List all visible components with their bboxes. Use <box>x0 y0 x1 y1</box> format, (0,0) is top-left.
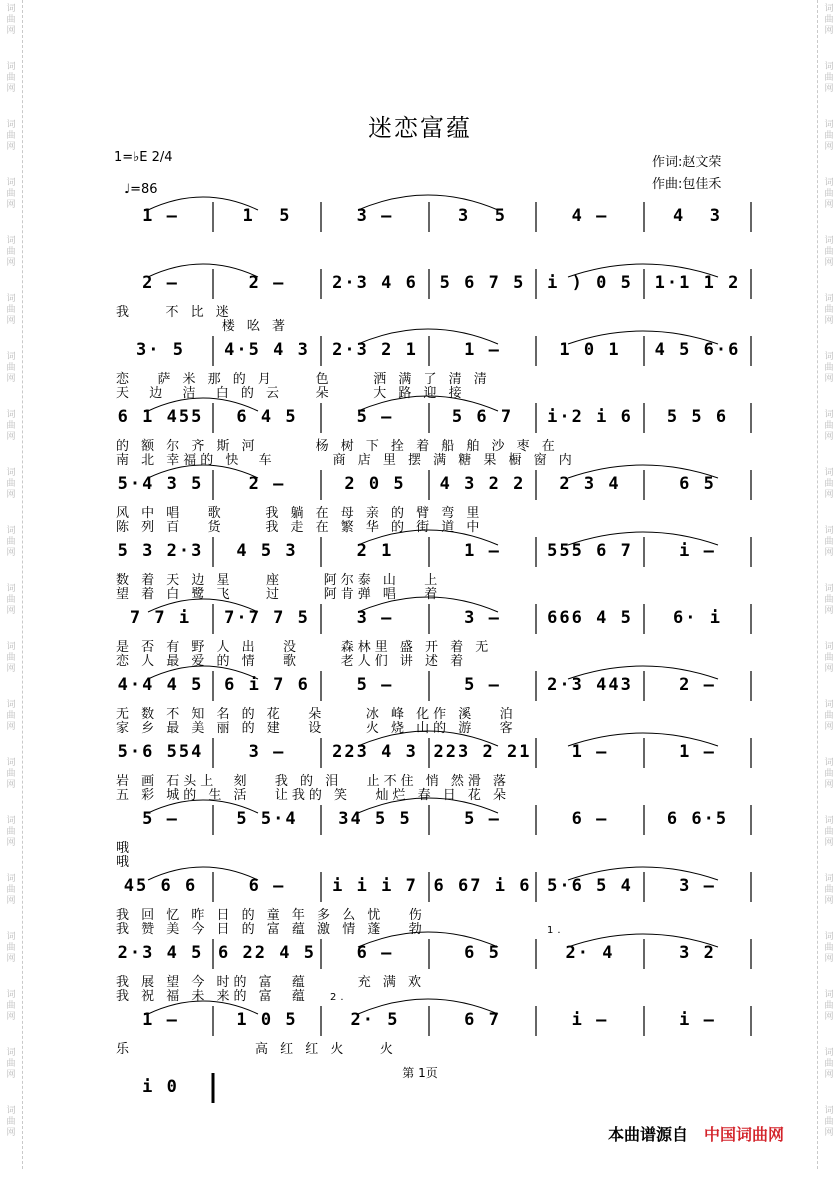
watermark-text: 词曲网 <box>6 700 16 732</box>
lyric-line: 南 北 幸福的 快 车 商 店 里 摆 满 糖 果 橱 窗 内 <box>116 453 576 468</box>
watermark-text: 词曲网 <box>6 352 16 384</box>
measure-notes: 3 – <box>356 608 394 628</box>
measure-notes: 1 0 1 <box>559 340 621 360</box>
measure-notes: 2·3 4 6 <box>332 273 418 293</box>
lyric-line: 岩 画 石头上 刻 我 的 泪 止不住 悄 然滑 落 <box>116 774 510 789</box>
measure-notes: 6 5 <box>679 474 716 494</box>
volta-label: 1. <box>547 925 565 936</box>
measure-notes: 3 2 <box>679 943 716 963</box>
lyric-line: 我 回 忆 昨 日 的 童 年 多 么 忧 伤 <box>116 908 426 923</box>
watermark-text: 词曲网 <box>824 468 834 500</box>
measure-notes: 1 – <box>464 541 501 561</box>
watermark-text: 词曲网 <box>824 352 834 384</box>
measure-notes: 6 67 i 6 <box>433 876 532 896</box>
measure-notes: 1 – <box>142 1010 179 1030</box>
watermark-text: 词曲网 <box>824 932 834 964</box>
measure-notes: 4 3 <box>673 206 722 226</box>
lyric-line: 楼 吆 著 <box>116 319 289 334</box>
measure-notes: 6 5 <box>464 943 501 963</box>
measure-notes: 2 – <box>248 474 286 494</box>
measure-notes: 6 6·5 <box>666 809 729 829</box>
watermark-text: 词曲网 <box>6 236 16 268</box>
measure-notes: i i i 7 <box>332 876 418 896</box>
measure-notes: 2 – <box>248 273 286 293</box>
measure-notes: 1 – <box>571 742 609 762</box>
watermark-text: 词曲网 <box>6 932 16 964</box>
watermark-text: 词曲网 <box>824 584 834 616</box>
measure-notes: 2· 4 <box>565 943 615 963</box>
measure-notes: 3 – <box>248 742 286 762</box>
lyric-line: 恋 人 最 爱 的 情 歌 老人们 讲 述 着 <box>116 654 468 669</box>
composer-credit: 作曲:包佳禾 <box>652 177 722 192</box>
measure-notes: 2 – <box>142 273 179 293</box>
measure-notes: 5 3 2·3 <box>117 541 204 561</box>
lyric-line: 陈 列 百 货 我 走 在 繁 华 的 街 道 中 <box>116 520 484 535</box>
watermark-text: 词曲网 <box>824 758 834 790</box>
watermark-text: 词曲网 <box>824 1106 834 1138</box>
watermark-text: 词曲网 <box>824 294 834 326</box>
measure-notes: 5 – <box>464 809 501 829</box>
watermark-text: 词曲网 <box>824 410 834 442</box>
tempo-marking: ♩=86 <box>124 182 158 197</box>
watermark-text: 词曲网 <box>824 4 834 36</box>
measure-notes: 5·4 3 5 <box>117 474 204 494</box>
watermark-text: 词曲网 <box>6 874 16 906</box>
measure-notes: 6 7 <box>464 1010 501 1030</box>
source-label: 本曲谱源自 <box>608 1125 689 1144</box>
source-credit <box>608 1122 784 1145</box>
measure-notes: 6 4 5 <box>236 407 298 427</box>
watermark-text: 词曲网 <box>6 62 16 94</box>
measure-notes: 223 2 21 <box>433 742 532 762</box>
measure-notes: 6· i <box>673 608 722 628</box>
watermark-text: 词曲网 <box>824 990 834 1022</box>
lyric-line: 的 额 尔 齐 斯 河 杨 树 下 拴 着 船 舶 沙 枣 在 <box>116 439 559 454</box>
measure-notes: 3 5 <box>458 206 507 226</box>
watermark-text: 词曲网 <box>6 990 16 1022</box>
measure-notes: 223 4 3 <box>332 742 418 762</box>
measure-notes: 34 5 5 <box>338 809 412 829</box>
measure-notes: 4 3 2 2 <box>439 474 526 494</box>
watermark-text: 词曲网 <box>824 1048 834 1080</box>
measure-notes: 3· 5 <box>136 340 185 360</box>
score-title: 迷恋富蕴 <box>368 114 472 142</box>
measure-notes: i·2 i 6 <box>547 407 633 427</box>
measure-notes: 7 7 i <box>129 608 192 628</box>
measure-notes: 4·4 4 5 <box>117 675 204 695</box>
lyric-line: 我 展 望 今 时的 富 蕴 充 满 欢 <box>116 975 425 990</box>
measure-notes: 5 – <box>142 809 179 829</box>
lyric-line: 风 中 唱 歌 我 躺 在 母 亲 的 臂 弯 里 <box>116 506 484 521</box>
measure-notes: 2·3 4 5 <box>117 943 204 963</box>
measure-notes: 3 – <box>356 206 394 226</box>
measure-notes: 6 – <box>356 943 394 963</box>
measure-notes: 4 5 3 <box>236 541 298 561</box>
measure-notes: 5 5·4 <box>236 809 298 829</box>
watermark-text: 词曲网 <box>6 816 16 848</box>
watermark-text: 词曲网 <box>824 236 834 268</box>
watermark-text: 词曲网 <box>824 700 834 732</box>
measure-notes: 4 – <box>571 206 609 226</box>
measure-notes: 45 6 6 <box>123 876 198 896</box>
watermark-text: 词曲网 <box>6 468 16 500</box>
lyric-line: 天 边 洁 白 的 云 朵 大 路 迎 接 <box>116 386 466 401</box>
measure-notes: 5 – <box>464 675 501 695</box>
measure-notes: 3 – <box>679 876 716 896</box>
measure-notes: 6 22 4 5 <box>218 943 316 963</box>
measure-notes: 666 4 5 <box>547 608 633 628</box>
measure-notes: 2 1 <box>356 541 394 561</box>
lyric-line: 数 着 天 边 星 座 阿尔泰 山 上 <box>116 573 442 588</box>
measure-notes: 5 5 6 <box>666 407 729 427</box>
watermark-text: 词曲网 <box>6 1106 16 1138</box>
measure-notes: i – <box>679 541 716 561</box>
lyric-line: 乐 高 红 红 火 火 <box>116 1042 397 1057</box>
watermark-text: 词曲网 <box>6 642 16 674</box>
lyric-line: 家 乡 最 美 丽 的 建 设 火 烧 山的 游 客 <box>116 721 517 736</box>
measure-notes: 1 – <box>679 742 716 762</box>
measure-notes: 5·6 5 4 <box>547 876 633 896</box>
measure-notes: 6 1 455 <box>117 407 204 427</box>
lyric-line: 我 不 比 迷 <box>116 305 233 320</box>
watermark-text: 词曲网 <box>6 584 16 616</box>
watermark-text: 词曲网 <box>6 526 16 558</box>
measure-notes: 7·7 7 5 <box>224 608 310 628</box>
measure-notes: i – <box>571 1010 609 1030</box>
watermark-text: 词曲网 <box>6 4 16 36</box>
measure-notes: i ) 0 5 <box>547 273 633 293</box>
key-signature: 1=♭E 2/4 <box>114 150 173 165</box>
measure-notes: 5·6 554 <box>117 742 204 762</box>
watermark-text: 词曲网 <box>824 178 834 210</box>
measure-notes: 4 5 6·6 <box>654 340 741 360</box>
volta-label: 2. <box>330 992 348 1003</box>
lyric-line: 无 数 不 知 名 的 花 朵 冰 峰 化作 溪 泊 <box>116 707 517 722</box>
measure-notes: 2·3 2 1 <box>332 340 418 360</box>
measure-notes: 2 – <box>679 675 716 695</box>
watermark-text: 词曲网 <box>824 874 834 906</box>
measure-notes: 1 5 <box>242 206 292 226</box>
measure-notes: 2·3 443 <box>547 675 633 695</box>
lyricist-credit: 作词:赵文荣 <box>652 155 722 170</box>
source-site-link[interactable]: 中国词曲网 <box>704 1125 785 1144</box>
lyric-line: 望 着 白 鹭 飞 过 阿肯弹 唱 着 <box>116 587 442 602</box>
watermark-text: 词曲网 <box>6 294 16 326</box>
lyric-line: 是 否 有 野 人 出 没 森林里 盛 开 着 无 <box>116 640 493 655</box>
lyric-line: 我 赞 美 今 日 的 富 蕴 激 情 蓬 勃 <box>116 922 426 937</box>
watermark-text: 词曲网 <box>824 526 834 558</box>
page-number: 第 1页 <box>402 1066 438 1080</box>
measure-notes: 6 – <box>571 809 609 829</box>
lyric-line: 我 祝 福 未 来的 富 蕴 <box>116 989 309 1004</box>
measure-notes: i – <box>679 1010 716 1030</box>
lyric-line: 恋 萨 米 那 的 月 色 洒 满 了 清 清 <box>116 372 491 387</box>
measure-notes: i 0 <box>142 1077 179 1097</box>
watermark-text: 词曲网 <box>824 816 834 848</box>
measure-notes: 5 – <box>356 675 394 695</box>
lyric-line: 哦 <box>116 841 134 856</box>
measure-notes: 5 6 7 5 <box>439 273 526 293</box>
measure-notes: 2 3 4 <box>559 474 621 494</box>
watermark-text: 词曲网 <box>824 62 834 94</box>
watermark-text: 词曲网 <box>6 410 16 442</box>
measure-notes: 555 6 7 <box>547 541 633 561</box>
measure-notes: 2· 5 <box>350 1010 400 1030</box>
watermark-text: 词曲网 <box>6 1048 16 1080</box>
lyric-line: 五 彩 城的 生 活 让我的 笑 灿烂 春 日 花 朵 <box>116 788 510 803</box>
measure-notes: 5 6 7 <box>451 407 514 427</box>
measure-notes: 6 – <box>248 876 286 896</box>
watermark-text: 词曲网 <box>824 642 834 674</box>
lyric-line: 哦 <box>116 855 134 870</box>
measure-notes: 4·5 4 3 <box>224 340 310 360</box>
measure-notes: 1 – <box>464 340 501 360</box>
measure-notes: 5 – <box>356 407 394 427</box>
measure-notes: 2 0 5 <box>344 474 406 494</box>
measure-notes: 6 i 7 6 <box>224 675 310 695</box>
measure-notes: 1·1 1 2 <box>654 273 741 293</box>
measure-notes: 1 0 5 <box>236 1010 298 1030</box>
watermark-text: 词曲网 <box>6 178 16 210</box>
measure-notes: 1 – <box>142 206 179 226</box>
watermark-text: 词曲网 <box>6 758 16 790</box>
measure-notes: 3 – <box>464 608 501 628</box>
watermark-text: 词曲网 <box>824 120 834 152</box>
watermark-text: 词曲网 <box>6 120 16 152</box>
